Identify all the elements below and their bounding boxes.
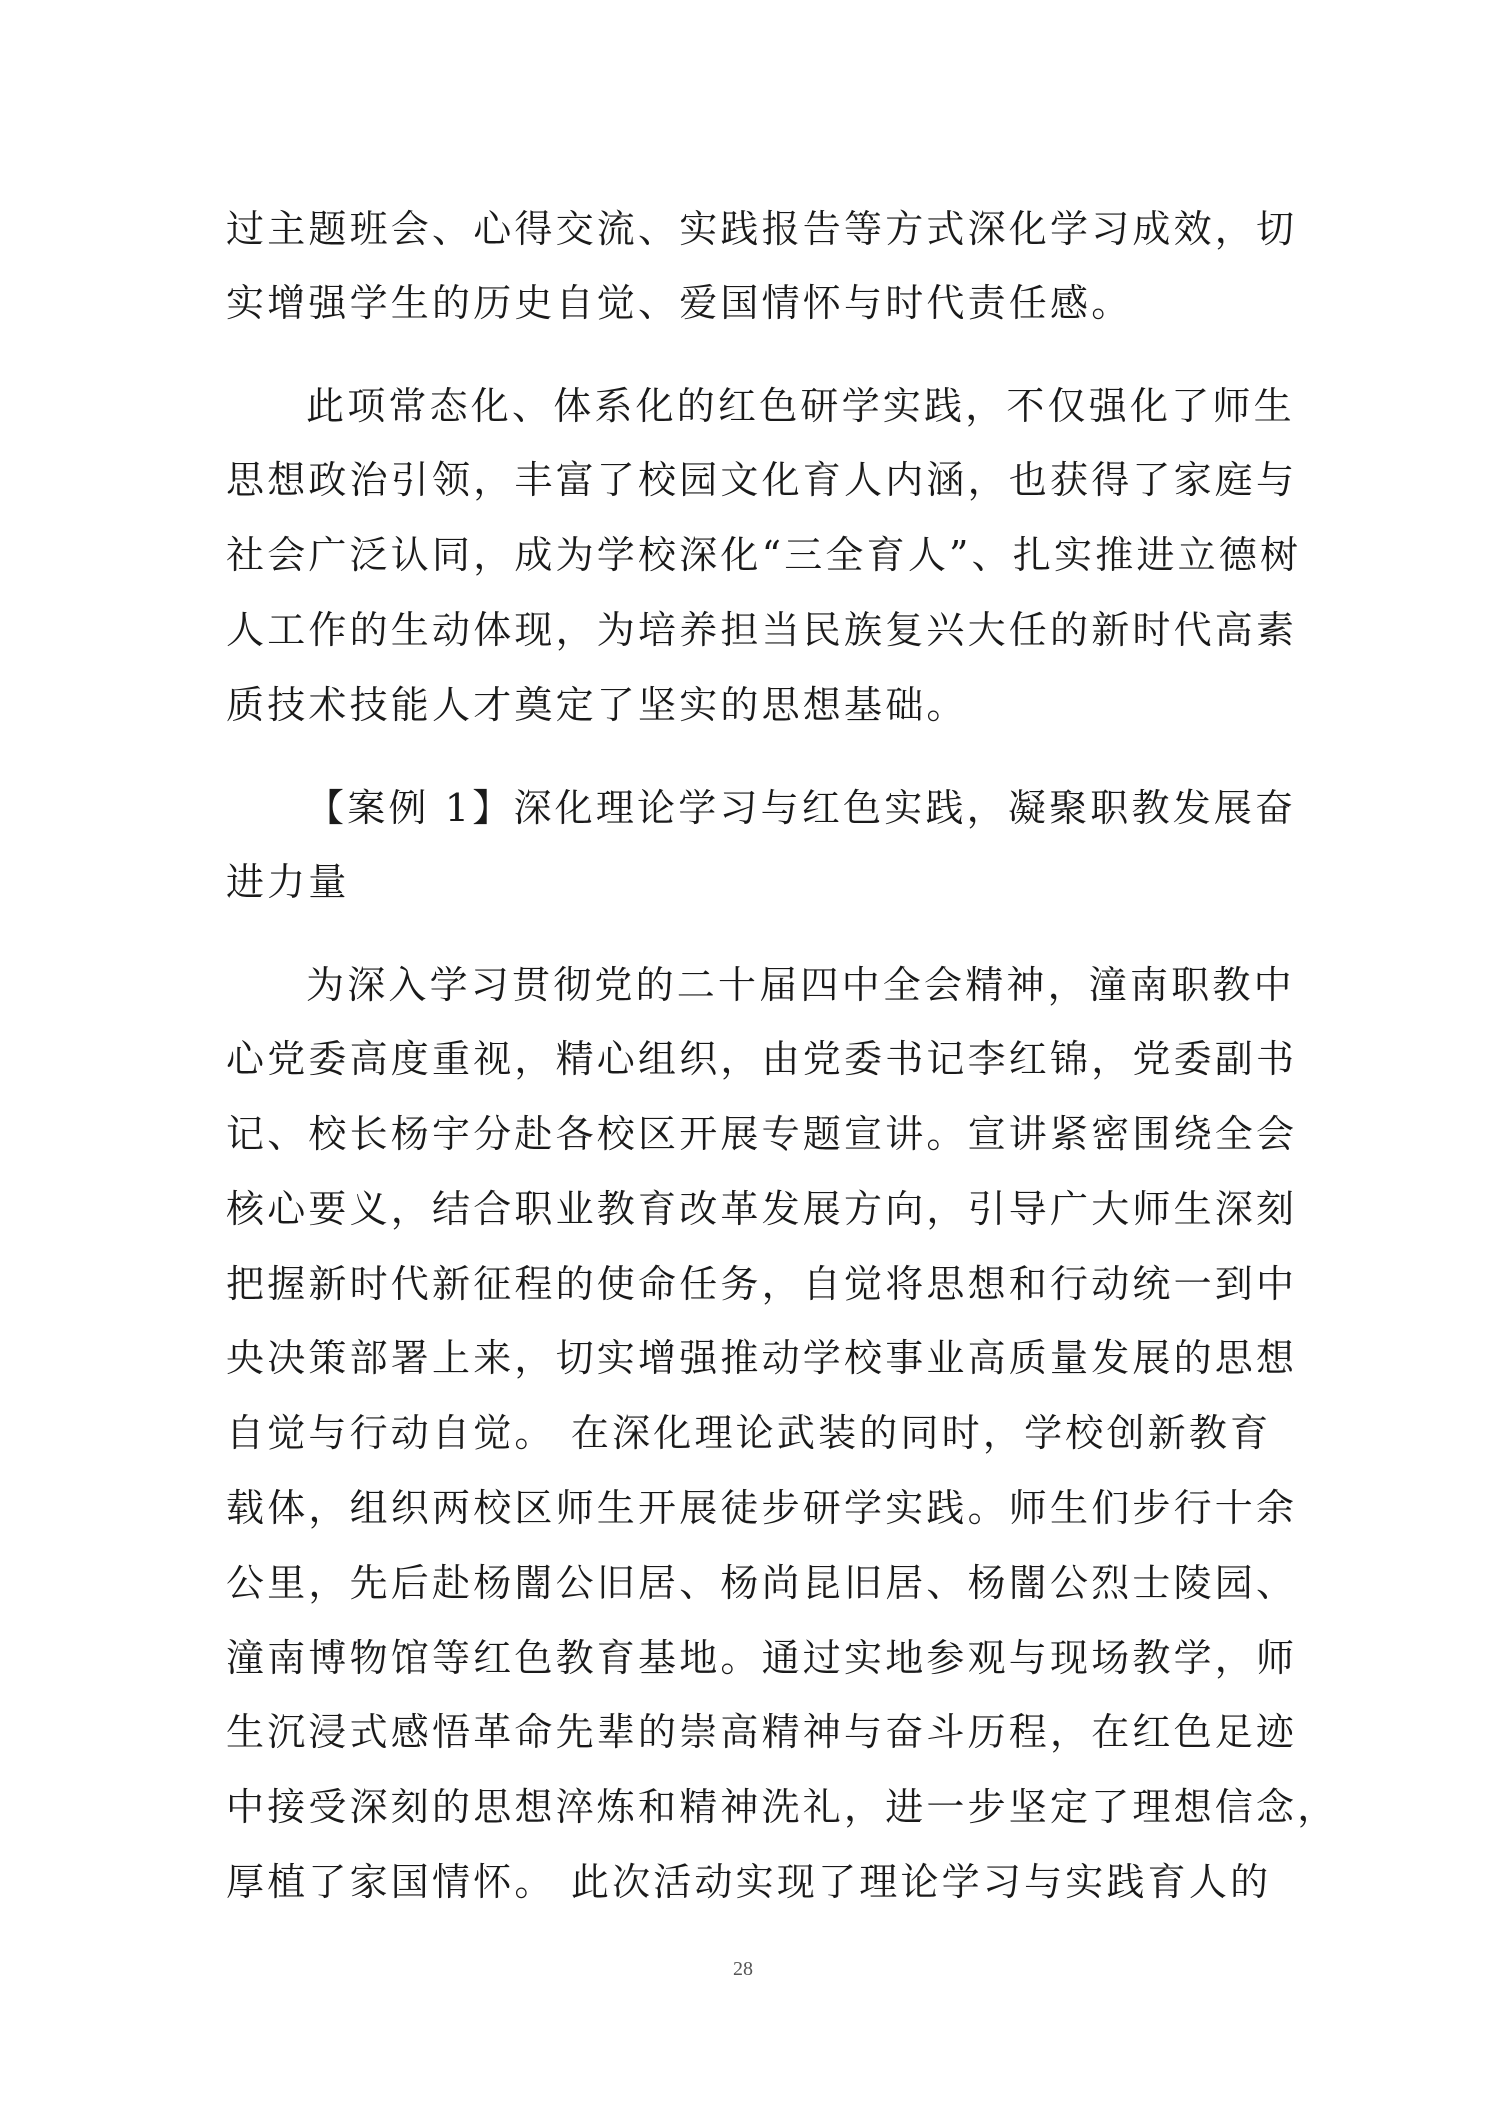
text-line: 把握新时代新征程的使命任务，自觉将思想和行动统一到中 [226, 1262, 1298, 1306]
text-line: 思想政治引领，丰富了校园文化育人内涵，也获得了家庭与 [226, 458, 1298, 502]
text-line: 央决策部署上来，切实增强推动学校事业高质量发展的思想 [226, 1336, 1298, 1380]
text-line: 过主题班会、心得交流、实践报告等方式深化学习成效，切 [226, 207, 1298, 251]
text-line: 社会广泛认同，成为学校深化“三全育人”、扎实推进立德树 [226, 533, 1302, 577]
text-line: 公里，先后赴杨闇公旧居、杨尚昆旧居、杨闇公烈士陵园、 [226, 1561, 1298, 1605]
text-line: 实增强学生的历史自觉、爱国情怀与时代责任感。 [226, 281, 1133, 325]
text-line: 自觉与行动自觉。 在深化理论武装的同时，学校创新教育 [226, 1411, 1272, 1455]
text-line: 生沉浸式感悟革命先辈的崇高精神与奋斗历程，在红色足迹 [226, 1710, 1298, 1754]
text-line: 载体，组织两校区师生开展徒步研学实践。师生们步行十余 [226, 1486, 1298, 1530]
text-line: 核心要义，结合职业教育改革发展方向，引导广大师生深刻 [226, 1187, 1298, 1231]
text-line: 潼南博物馆等红色教育基地。通过实地参观与现场教学，师 [226, 1636, 1298, 1680]
text-line: 人工作的生动体现，为培养担当民族复兴大任的新时代高素 [226, 608, 1298, 652]
text-line: 心党委高度重视，精心组织，由党委书记李红锦，党委副书 [226, 1037, 1298, 1081]
page-number: 28 [733, 1958, 753, 1980]
paragraph-first-line: 此项常态化、体系化的红色研学实践，不仅强化了师生 [306, 384, 1295, 428]
case-heading-continued: 进力量 [226, 860, 350, 904]
text-line: 记、校长杨宇分赴各校区开展专题宣讲。宣讲紧密围绕全会 [226, 1112, 1298, 1156]
paragraph-first-line: 为深入学习贯彻党的二十届四中全会精神，潼南职教中 [306, 963, 1295, 1007]
text-line: 质技术技能人才奠定了坚实的思想基础。 [226, 683, 968, 727]
text-line: 中接受深刻的思想淬炼和精神洗礼，进一步坚定了理想信念， [226, 1785, 1339, 1829]
text-line: 厚植了家国情怀。 此次活动实现了理论学习与实践育人的 [226, 1860, 1272, 1904]
case-heading: 【案例 1】深化理论学习与红色实践，凝聚职教发展奋 [306, 786, 1297, 830]
